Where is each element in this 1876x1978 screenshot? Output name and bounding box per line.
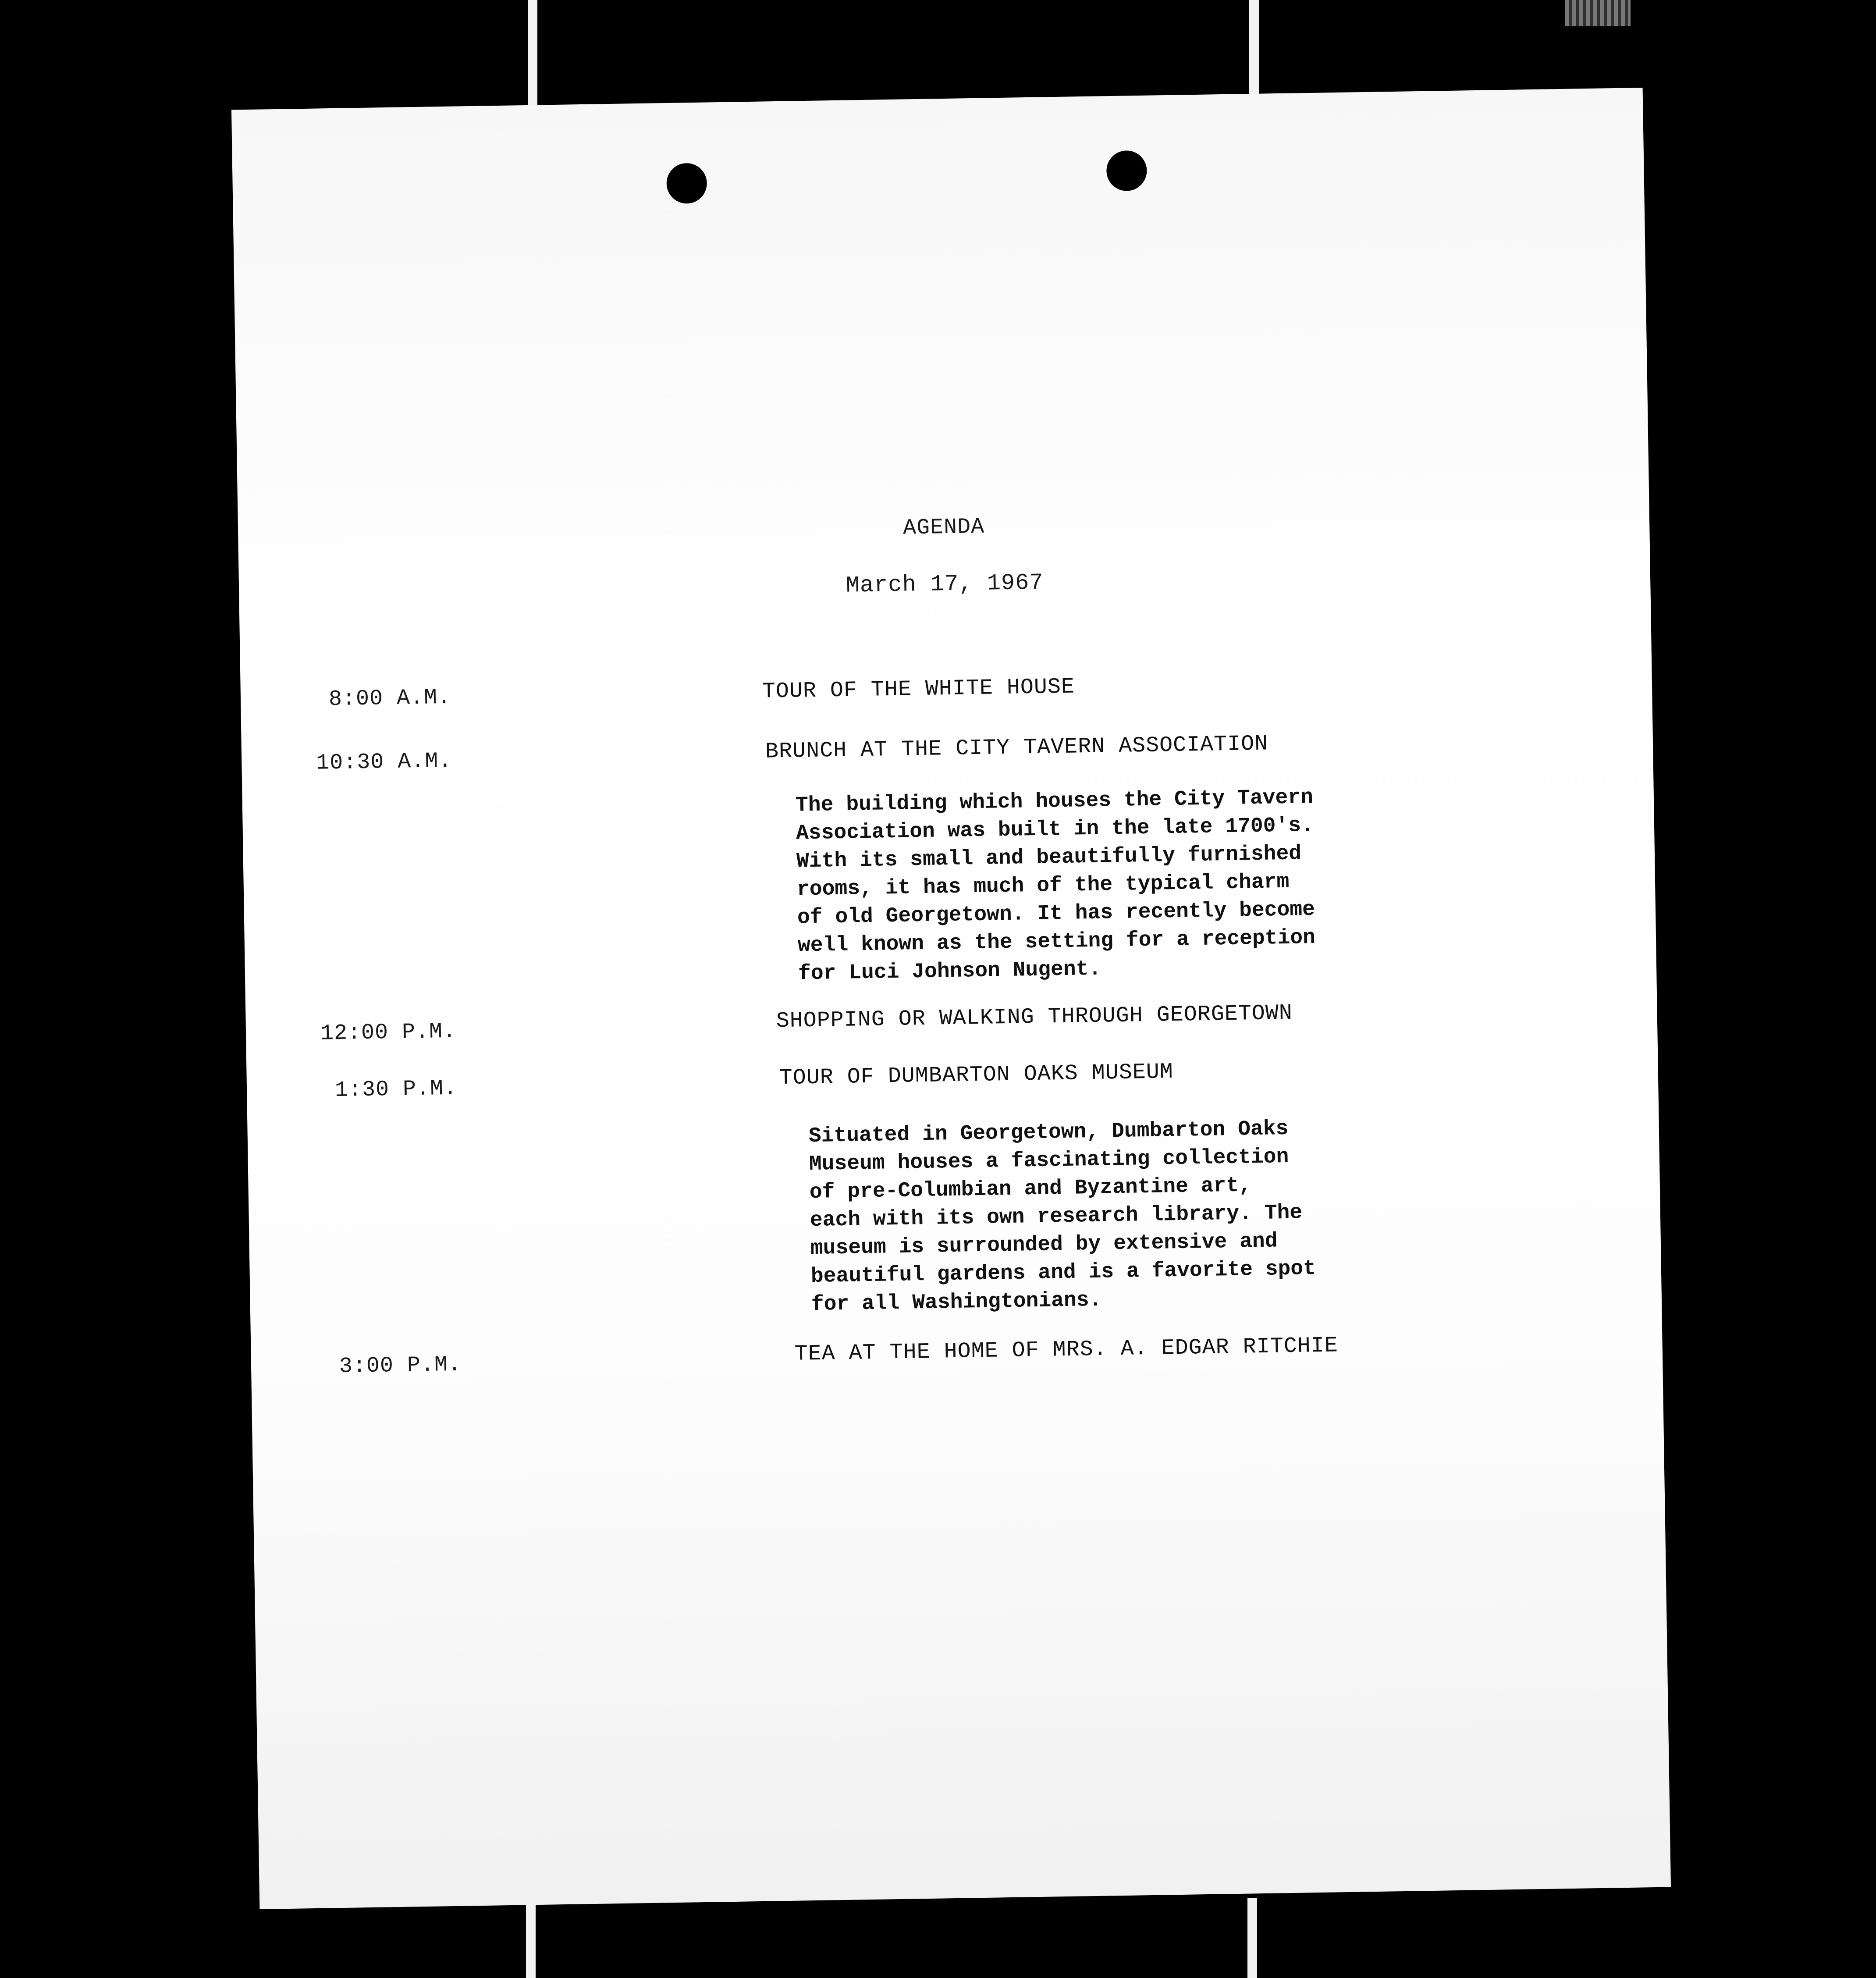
agenda-item-time: 1:30 P.M. [334,1076,458,1103]
film-guide-line [1247,1898,1257,1978]
agenda-item-time: 8:00 A.M. [328,685,451,712]
agenda-item-title: SHOPPING OR WALKING THROUGH GEORGETOWN [776,1000,1293,1034]
agenda-item-description: Situated in Georgetown, Dumbarton Oaks Museum houses a fascinating collection of pre-Columbian and Byzantine art, each with its own research library. The museum is surrounded by extensive and beautiful gardens and is a favorite spot for all Washingtonians. [808,1117,1316,1317]
agenda-item-time: 3:00 P.M. [339,1352,462,1380]
punch-hole [666,163,707,204]
agenda-item-time: 10:30 A.M. [316,748,452,776]
document-page [231,88,1671,1909]
page-date: March 17, 1967 [846,569,1044,599]
film-guide-line [528,0,537,118]
agenda-item-time: 12:00 P.M. [320,1019,457,1046]
agenda-item-title: TOUR OF DUMBARTON OAKS MUSEUM [779,1060,1174,1091]
agenda-item-title: TOUR OF THE WHITE HOUSE [762,674,1075,704]
film-guide-line [526,1898,536,1978]
agenda-item-description: The building which houses the City Tavern Association was built in the late 1700's. With its small and beautifully furnished rooms, it has much of the typical charm of old Georgetown. It has recently become well known as the setting for a reception for Luci Johnson Nugent. [795,785,1316,986]
agenda-item-title: TEA AT THE HOME OF MRS. A. EDGAR RITCHIE [794,1333,1339,1367]
punch-hole [1106,150,1147,191]
agenda-item-title: BRUNCH AT THE CITY TAVERN ASSOCIATION [765,731,1268,765]
page-title: AGENDA [902,514,985,541]
film-frame-mark [1565,0,1631,26]
